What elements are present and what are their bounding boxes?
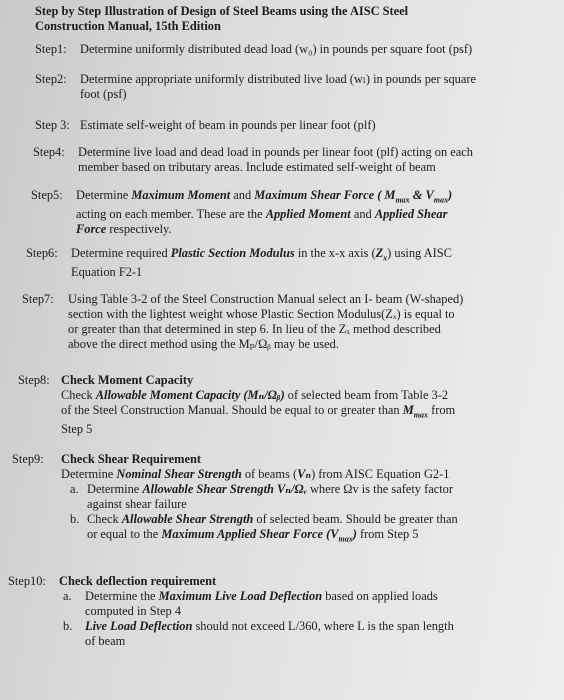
- step-10-text: should not exceed L/360, where L is the span length: [192, 619, 454, 633]
- step-2-label: Step2:: [35, 72, 67, 86]
- step-6-symbol-z: Z: [375, 246, 384, 260]
- step-9-sub-a-marker: a.: [70, 482, 79, 496]
- step-5-paren: ): [448, 188, 453, 202]
- step-6-label: Step6:: [26, 246, 58, 260]
- step-9-term-allowable-shear: Allowable Shear Strength: [121, 512, 254, 526]
- step-7-line-2: section with the lightest weight whose Plastic Section Modulus(Zₓ) is equal to: [68, 307, 455, 321]
- step-8-text: Check: [61, 388, 96, 402]
- step-4-line-1: Determine live load and dead load in pounds per linear foot (plf) acting on each: [78, 145, 473, 159]
- step-10-sub-a-marker: a.: [63, 589, 72, 603]
- step-5-term-applied-shear: Applied Shear: [374, 207, 448, 222]
- step-9-sub-b-marker: b.: [70, 512, 80, 526]
- step-9-heading: Check Shear Requirement: [61, 452, 201, 466]
- step-9-sub-a-line-2: against shear failure: [87, 497, 187, 511]
- step-5-line-3: [76, 222, 452, 237]
- step-7-line-3: or greater than that determined in step 6. In lieu of the Zₓ method described: [68, 322, 441, 336]
- step-9-line-2: [61, 467, 458, 482]
- step-10-sub-b-line-1: [85, 619, 454, 634]
- step-8-symbol-m: M: [402, 403, 414, 417]
- step-6-line-1: [71, 246, 452, 265]
- document-title: [35, 4, 535, 34]
- step-9-text: where Ωv is the safety factor: [306, 482, 453, 496]
- step-9-text: Check: [87, 512, 122, 526]
- step-10-label: Step10:: [8, 574, 46, 588]
- step-10-sub-b-marker: b.: [63, 619, 73, 633]
- step-10-heading: Check deflection requirement: [59, 574, 217, 588]
- step-9-sub-a: [70, 482, 458, 512]
- step-9-text: Determine: [61, 467, 117, 481]
- step-9-subscript: max: [338, 534, 353, 544]
- step-5-text: and: [350, 207, 375, 222]
- step-8-text: of the Steel Construction Manual. Should be equal to or greater than: [61, 403, 403, 417]
- step-9-text: of beams (: [241, 467, 298, 481]
- step-4-label: Step4:: [33, 145, 65, 159]
- step-5-term-max-moment: Maximum Moment: [131, 188, 231, 202]
- step-10-text: based on applied loads: [322, 589, 438, 603]
- step-5-symbol-v: & V: [409, 188, 434, 202]
- step-10-sub-a-line-2: computed in Step 4: [85, 604, 182, 618]
- step-1-label: Step1:: [35, 42, 67, 56]
- step-9-term-allowable-shear: Allowable Shear Strength Vₙ/Ωᵥ: [142, 482, 307, 496]
- step-9-label: Step9:: [12, 452, 44, 466]
- step-7-line-4: above the direct method using the Mₚ/Ωᵦ may be used.: [68, 337, 339, 351]
- step-7-line-1: Using Table 3-2 of the Steel Construction Manual select an I- beam (W-shaped): [68, 292, 464, 306]
- step-6-text: ) using AISC: [387, 246, 452, 260]
- step-9-sub-a-line-1: [87, 482, 458, 497]
- step-3-label: Step 3:: [35, 118, 70, 132]
- step-6-text: Determine required: [71, 246, 171, 260]
- step-9-symbol-vn: Vₙ: [297, 467, 312, 481]
- step-8-line-4: Step 5: [61, 422, 93, 437]
- step-8-subscript: max: [413, 410, 428, 420]
- step-6-line-2: Equation F2-1: [71, 265, 143, 280]
- step-8-term-allowable-moment: Allowable Moment Capacity (Mₙ/Ωᵦ): [95, 388, 285, 402]
- step-10-term-deflection: Live Load Deflection: [85, 619, 193, 633]
- step-5-term-applied-moment: Applied Moment: [265, 207, 351, 222]
- step-10-sub-a-line-1: [85, 589, 454, 604]
- step-9-text: Determine: [87, 482, 143, 496]
- step-5-text: acting on each member. These are the: [76, 207, 266, 222]
- step-5-label: Step5:: [31, 188, 63, 202]
- step-9-sub-b: [70, 512, 458, 546]
- step-5-line-1: [76, 188, 452, 207]
- title-line-1: Step by Step Illustration of Design of Steel Beams using the AISC Steel: [35, 4, 409, 18]
- step-2-line-2: foot (psf): [80, 87, 127, 101]
- title-line-2: Construction Manual, 15th Edition: [35, 19, 221, 33]
- step-10-sub-b-line-2: of beam: [85, 634, 126, 648]
- step-5-text: respectively.: [106, 222, 172, 237]
- step-5-subscript: max: [433, 195, 449, 205]
- step-7-label: Step7:: [22, 292, 54, 306]
- step-8-text: from: [427, 403, 456, 417]
- step-10-text: Determine the: [85, 589, 159, 603]
- step-8-line-2: [61, 388, 455, 403]
- step-10-sub-b: [63, 619, 454, 649]
- step-6-term-plastic-modulus: Plastic Section Modulus: [170, 246, 295, 260]
- step-9-sub-b-line-2: [87, 527, 458, 546]
- step-5-line-2: [76, 207, 452, 222]
- step-5-symbol-m: ( M: [374, 188, 396, 202]
- step-9-text: of selected beam. Should be greater than: [253, 512, 458, 526]
- step-5-text: Determine: [76, 188, 132, 202]
- step-9-text: or equal to the: [87, 527, 162, 541]
- step-5-text: and: [230, 188, 255, 202]
- step-8-line-3: [61, 403, 455, 422]
- step-6-subscript: x: [383, 253, 388, 263]
- step-6-text: in the x-x axis (: [294, 246, 376, 260]
- step-8-text: of selected beam from Table 3-2: [284, 388, 449, 402]
- step-10-term-max-deflection: Maximum Live Load Deflection: [158, 589, 323, 603]
- step-9-paren: ): [352, 527, 357, 541]
- step-9-sub-b-line-1: [87, 512, 458, 527]
- step-9-term-max-applied-shear: Maximum Applied Shear Force (V: [161, 527, 339, 541]
- step-8-label: Step8:: [18, 373, 50, 387]
- step-4-line-2: member based on tributary areas. Include estimated self-weight of beam: [78, 160, 436, 174]
- step-3-line-1: Estimate self-weight of beam in pounds per linear foot (plf): [80, 118, 376, 132]
- step-5-term-force: Force: [76, 222, 107, 237]
- step-9-term-nominal-shear: Nominal Shear Strength: [116, 467, 242, 481]
- step-1-line-1: Determine uniformly distributed dead load (w₀) in pounds per square foot (psf): [80, 42, 473, 56]
- step-10-sub-a: [63, 589, 454, 619]
- step-5-subscript: max: [395, 195, 410, 205]
- step-5-term-max-shear: Maximum Shear Force: [254, 188, 375, 202]
- step-8-heading: Check Moment Capacity: [61, 373, 194, 387]
- step-2-line-1: Determine appropriate uniformly distributed live load (wₗ) in pounds per square: [80, 72, 476, 86]
- step-9-text: from Step 5: [356, 527, 419, 541]
- step-9-text: ) from AISC Equation G2-1: [311, 467, 450, 481]
